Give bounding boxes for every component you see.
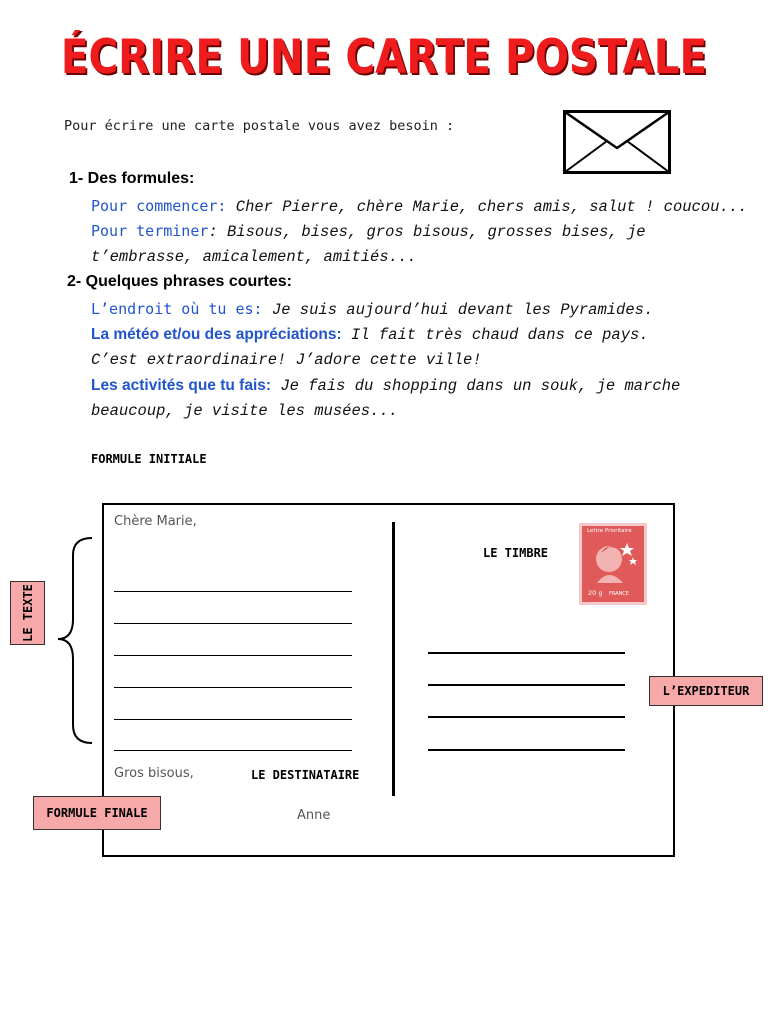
- stamp-weight: 20 g: [588, 589, 603, 597]
- activities-phrase: [91, 376, 680, 395]
- text-line: [114, 623, 352, 624]
- formule-initiale-label: FORMULE INITIALE: [91, 452, 207, 466]
- envelope-icon: [563, 110, 671, 174]
- address-line: [428, 684, 625, 686]
- text-line: [114, 655, 352, 656]
- weather-phrase-cont: [91, 350, 482, 369]
- text-line: [114, 591, 352, 592]
- timbre-label: LE TIMBRE: [483, 546, 549, 560]
- text-line: [114, 719, 352, 720]
- weather-phrase: [91, 325, 649, 344]
- text-line: [114, 750, 352, 751]
- section1-heading: 1- Des formules:: [69, 170, 195, 187]
- section2-heading: 2- Quelques phrases courtes:: [67, 273, 292, 290]
- stamp-top-text: Lettre Prioritaire: [587, 528, 632, 534]
- activities-phrase-cont: [91, 401, 398, 420]
- stamp-country: FRANCE: [609, 591, 629, 597]
- activities-label: Les activités que tu fais:: [91, 377, 272, 394]
- postcard-divider: [392, 522, 395, 796]
- end-formulas: [91, 222, 646, 241]
- card-closing: Gros bisous,: [114, 766, 194, 781]
- start-formulas: [91, 197, 747, 216]
- text-line: [114, 687, 352, 688]
- place-phrase: [91, 300, 653, 319]
- card-greeting: Chère Marie,: [114, 514, 197, 529]
- card-signature: Anne: [297, 808, 331, 823]
- place-label: L’endroit où tu es:: [91, 300, 263, 318]
- address-line: [428, 652, 625, 654]
- le-texte-label: LE TEXTE: [20, 584, 35, 642]
- destinataire-label: LE DESTINATAIRE: [251, 768, 360, 782]
- start-text: Cher Pierre, chère Marie, chers amis, salut ! coucou...: [226, 198, 748, 216]
- stamp-icon: [579, 523, 647, 605]
- activities-text: Je fais du shopping dans un souk, je marche: [271, 377, 681, 395]
- expediteur-box: [649, 676, 763, 706]
- end-label: Pour terminer: [91, 222, 209, 240]
- address-line: [428, 749, 625, 751]
- curly-brace-icon: [42, 535, 94, 747]
- le-texte-box: [10, 581, 45, 645]
- formule-finale-box: [33, 796, 161, 830]
- end-text: : Bisous, bises, gros bisous, grosses bises, je: [208, 223, 646, 241]
- weather-text-cont: C’est extraordinaire! J’adore cette ville!: [91, 351, 482, 369]
- start-label: Pour commencer:: [91, 197, 227, 215]
- place-text: Je suis aujourd’hui devant les Pyramides.: [262, 301, 654, 319]
- address-line: [428, 716, 625, 718]
- end-text-cont: t’embrasse, amicalement, amitiés...: [91, 248, 417, 266]
- weather-label: La météo et/ou des appréciations:: [91, 326, 342, 343]
- activities-text-cont: beaucoup, je visite les musées...: [91, 402, 398, 420]
- weather-text: Il fait très chaud dans ce pays.: [341, 326, 649, 344]
- intro-text: Pour écrire une carte postale vous avez besoin :: [64, 118, 455, 134]
- formule-finale-label: FORMULE FINALE: [46, 806, 148, 820]
- page-title: ÉCRIRE UNE CARTE POSTALE: [60, 30, 708, 85]
- expediteur-label: L’EXPEDITEUR: [662, 684, 750, 698]
- end-formulas-cont: [91, 247, 417, 266]
